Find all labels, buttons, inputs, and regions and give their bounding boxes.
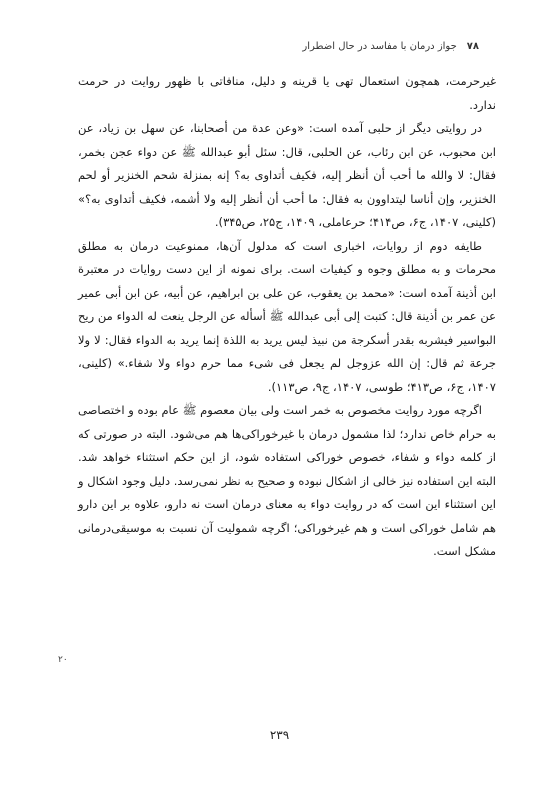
paragraph: غیرحرمت، همچون استعمال تهی یا قرینه و دلیل، منافاتی با ظهور روایت در حرمت ندارد. <box>78 74 496 112</box>
margin-mark: ۲۰ <box>58 655 68 665</box>
running-header <box>70 38 479 54</box>
paragraph: اگرچه مورد روایت مخصوص به خمر است ولی بیان معصوم ﷺ عام بوده و اختصاصی به حرام خاص ندارد؛ لذا مشمول درمان با غیرخوراکی‌ها هم می‌شود. البته در صورتی که از کلمه دواء و شفاء، خصوص خوراکی استفاده شود، از این حکم استثناء خواهد شد. البته این استفاده نیز خالی از اشکال نبوده و صحیح به نظر نمی‌رسد. دلیل وجود اشکال و این استثناء این است که در روایت دواء به معنای درمان است نه دارو، علاوه بر این دارو هم شامل خوراکی است و هم غیرخوراکی؛ اگرچه شمولیت آن نسبت به موسیقی‌درمانی مشکل است. <box>78 403 496 558</box>
body-text <box>78 70 496 564</box>
header-page-number: ۷۸ <box>466 40 479 52</box>
paragraph: طایفه دوم از روایات، اخباری است که مدلول آن‌ها، ممنوعیت درمان به مطلق محرمات و به مطلق وجوه و کیفیات است. برای نمونه از این دست روایات در معتبرة ابن أذینة آمده است: «محمد بن یعقوب، عن علی بن ابراهیم، عن أبیه، عن ابن أبی عمیر عن عمر بن أذینة قال: کتبت إلی أبی عبدالله ﷺ أسأله عن الرجل ینعت له الدواء من ریح البواسیر فیشربه بقدر أسکرجة من نبیذ لیس یرید به اللذة إنما یرید به الدواء فقال: لا ولا جرعة ثم قال: إن الله عزوجل لم یجعل فی شیء مما حرم دواء ولا شفاء.» (کلینی، ۱۴۰۷، ج۶، ص۴۱۳؛ طوسی، ۱۴۰۷، ج۹، ص۱۱۳). <box>78 238 496 394</box>
paragraph: در روایتی دیگر از حلبی آمده است: «وعن عدة من أصحابنا، عن سهل بن زیاد، عن ابن محبوب، عن ابن رئاب، عن الحلبی، قال: سئل أبو عبدالله ﷺ عن دواء عجن بخمر، فقال: لا والله ما أحب أن أنظر إلیه، فکیف أتداوی به؟ إنه بمنزلة شحم الخنزیر أو لحم الخنزیر، وإن أناسا لیتداوون به فقال: ما أحب أن أنظر إلیه ولا أشمه، فکیف أتداوی به؟» (کلینی، ۱۴۰۷، ج۶، ص۴۱۴؛ حرعاملی، ۱۴۰۹، ج۲۵، ص۳۴۵). <box>78 121 496 229</box>
header-running-title: جواز درمان با مفاسد در حال اضطرار <box>302 40 457 52</box>
footer-page-number: ۲۳۹ <box>269 728 290 742</box>
